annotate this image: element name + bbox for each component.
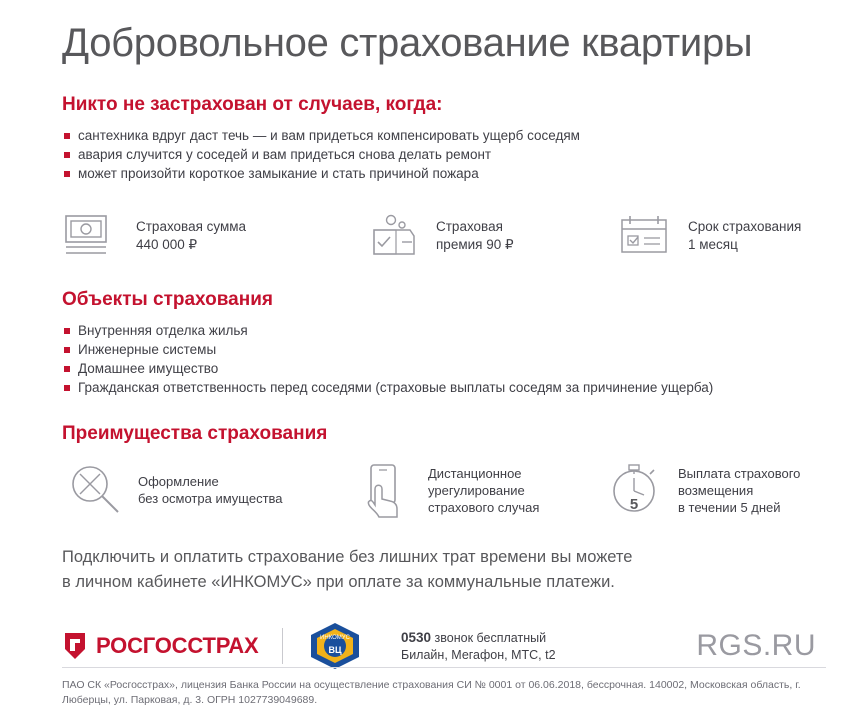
advantage-line-3: страхового случая	[428, 499, 540, 515]
list-item: Домашнее имущество	[62, 359, 820, 378]
phone-line	[401, 629, 651, 647]
inkomus-logo-label: ИНКОМУС	[320, 635, 350, 641]
website-url: RGS.RU	[696, 629, 816, 662]
callout-line-1: Подключить и оплатить страхование без лишних трат времени вы можете	[62, 548, 633, 566]
banknotes-icon	[62, 209, 124, 263]
rgs-logo-mark-icon	[62, 631, 88, 661]
feature-line-2: премия 90 ₽	[436, 237, 514, 252]
advantage-line-1: Оформление	[138, 474, 219, 489]
callout-block	[62, 545, 820, 595]
operators-line: Билайн, Мегафон, МТС, t2	[401, 647, 556, 662]
advantages-heading: Преимущества страхования	[62, 423, 328, 444]
feature-text	[688, 218, 801, 254]
feature-insurance-sum	[62, 209, 362, 263]
calendar-check-icon	[614, 209, 676, 263]
rgs-logo-text: РОСГОССТРАХ	[96, 633, 259, 658]
feature-line-2: 1 месяц	[688, 237, 738, 252]
stopwatch-5-icon	[602, 461, 668, 519]
advantage-text	[138, 473, 283, 507]
feature-text	[136, 218, 246, 254]
advantage-payout-5-days	[602, 461, 800, 519]
feature-line-2: 440 000 ₽	[136, 237, 198, 252]
feature-premium	[362, 209, 614, 263]
advantage-line-2: урегулирование	[428, 482, 525, 498]
list-item: может произойти короткое замыкание и стать причиной пожара	[62, 164, 820, 183]
phone-number: 0530	[401, 629, 432, 645]
rgs-logo	[62, 631, 272, 661]
list-item: Инженерные системы	[62, 340, 820, 359]
features-row	[62, 209, 820, 263]
advantage-line-1: Дистанционное	[428, 465, 522, 481]
footer-row	[62, 621, 820, 671]
callout-line-2: в личном кабинете «ИНКОМУС» при оплате за коммунальные платежи.	[62, 573, 615, 591]
objects-list	[62, 321, 820, 397]
list-item: Внутренняя отделка жилья	[62, 321, 820, 340]
advantages-section	[62, 423, 820, 519]
inkomus-logo-sub: ВЦ	[328, 645, 342, 655]
advantage-text	[428, 465, 539, 516]
advantage-line-1: Выплата страхового	[678, 465, 801, 481]
advantage-text	[678, 465, 800, 516]
advantages-row	[62, 461, 820, 519]
stopwatch-badge-label: 5	[629, 496, 639, 513]
advantage-line-2: без осмотра имущества	[138, 491, 283, 506]
inkomus-logo-icon	[307, 621, 363, 671]
feature-text	[436, 218, 514, 254]
cases-section	[62, 94, 820, 183]
contact-block	[401, 629, 651, 664]
cases-list	[62, 126, 820, 183]
advantage-line-3: в течении 5 дней	[678, 499, 781, 515]
objects-section	[62, 289, 820, 397]
mobile-hand-icon	[352, 461, 418, 519]
phone-note: звонок бесплатный	[434, 630, 547, 645]
advantage-line-2: возмещения	[678, 482, 754, 498]
legal-disclaimer: ПАО СК «Росгосстрах», лицензия Банка России на осуществление страхования СИ № 0001 от 06.06.2018, бессрочная. 140002, Московская область, г. Люберцы, ул. Парковая, д. 3. ОГРН 1027739049689.	[62, 667, 826, 708]
feature-term	[614, 209, 801, 263]
objects-heading: Объекты страхования	[62, 289, 273, 310]
list-item: авария случится у соседей и вам придеться снова делать ремонт	[62, 145, 820, 164]
feature-line-1: Страховая сумма	[136, 219, 247, 234]
list-item: сантехника вдруг даст течь — и вам придеться компенсировать ущерб соседям	[62, 126, 820, 145]
cases-heading: Никто не застрахован от случаев, когда:	[62, 94, 443, 115]
advantage-no-inspection	[62, 461, 352, 519]
magnifier-icon	[62, 461, 128, 519]
advantage-remote-settlement	[352, 461, 602, 519]
feature-line-1: Срок страхования	[688, 219, 802, 234]
footer-divider	[282, 628, 283, 664]
wallet-check-icon	[362, 209, 424, 263]
list-item: Гражданская ответственность перед соседями (страховые выплаты соседям за причинение ущерба)	[62, 378, 820, 397]
feature-line-1: Страховая	[436, 219, 503, 234]
page-title: Добровольное страхование квартиры	[62, 21, 753, 65]
